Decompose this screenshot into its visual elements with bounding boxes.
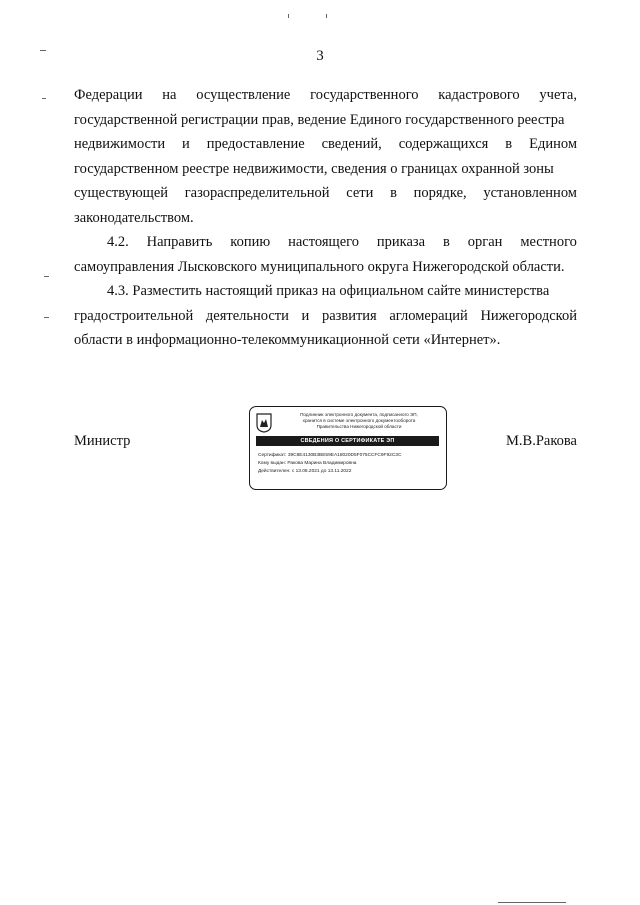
certificate-number: Сертификат: 39C8E4130B3BE59EA18020D5F075CCFC9F92C3C <box>258 453 402 458</box>
word: сведений, <box>321 136 382 152</box>
word: копию <box>230 234 271 250</box>
item-4-3 <box>74 279 577 353</box>
word: сети <box>346 185 374 201</box>
page-number: 3 <box>316 48 324 64</box>
word: 4.3. Разместить настоящий приказ на официальном сайте министерства <box>107 283 550 299</box>
scan-mark <box>326 14 327 18</box>
word: государственного <box>310 87 419 103</box>
word: агломераций <box>389 307 468 324</box>
word: самоуправления Лысковского муниципального округа Нижегородской области. <box>74 258 565 275</box>
word: Едином <box>529 136 577 152</box>
paragraph-continuation <box>74 83 577 230</box>
word: в <box>390 185 397 201</box>
stamp-header <box>276 412 442 430</box>
scan-mark <box>498 902 566 903</box>
stamp-details <box>258 452 401 476</box>
word: осуществление <box>196 87 291 103</box>
document-body <box>74 83 577 353</box>
text-line <box>74 157 577 182</box>
word: области в информационно-телекоммуникационной сети «Интернет». <box>74 332 501 348</box>
word: на <box>162 87 177 103</box>
electronic-signature-stamp <box>249 406 447 490</box>
text-line <box>74 230 577 255</box>
text-line <box>74 181 577 206</box>
scan-mark <box>44 276 49 277</box>
text-line <box>74 206 577 231</box>
word: деятельности <box>205 307 289 324</box>
word: орган <box>467 234 503 250</box>
text-line <box>74 304 577 329</box>
word: развития <box>321 307 377 324</box>
word: содержащихся <box>398 136 489 152</box>
word: предоставление <box>206 136 305 152</box>
word: 4.2. <box>107 234 129 250</box>
scan-mark <box>40 50 46 51</box>
signatory-name: М.В.Ракова <box>506 433 577 449</box>
word: государственной регистрации прав, ведение Единого государственного реестра <box>74 111 565 128</box>
word: и <box>301 307 310 324</box>
word: учета, <box>539 87 577 103</box>
item-4-2 <box>74 230 577 279</box>
certificate-validity: Действителен: с 13.08.2021 до 13.11.2022 <box>258 469 352 474</box>
word: настоящего <box>288 234 359 250</box>
word: в <box>505 136 513 152</box>
coat-of-arms-icon <box>256 413 272 433</box>
word: порядке, <box>413 185 467 201</box>
word: Направить <box>146 234 213 250</box>
word: установленном <box>483 185 577 201</box>
scan-mark <box>42 98 46 99</box>
word: существующей <box>74 185 169 201</box>
certificate-owner: Кому выдан: Ракова Марина Владимировна <box>258 461 357 466</box>
signatory-position: Министр <box>74 433 131 449</box>
word: государственном реестре недвижимости, сведения о границах охранной зоны <box>74 160 554 177</box>
text-line <box>74 83 577 108</box>
word: Нижегородской <box>480 307 577 324</box>
word: и <box>182 136 190 152</box>
word: в <box>442 234 450 250</box>
stamp-header-line: Правительства Нижегородской области <box>316 424 402 429</box>
word: газораспределительной <box>184 185 330 201</box>
word: недвижимости <box>74 136 166 152</box>
scan-mark <box>44 317 49 318</box>
text-line <box>74 279 577 304</box>
stamp-banner: СВЕДЕНИЯ О СЕРТИФИКАТЕ ЭП <box>256 436 439 446</box>
text-line <box>74 328 577 353</box>
text-line <box>74 108 577 133</box>
word: местного <box>520 234 577 250</box>
scan-mark <box>288 14 289 18</box>
word: приказа <box>376 234 426 250</box>
word: Федерации <box>74 87 143 103</box>
word: кадастрового <box>438 87 520 103</box>
stamp-header-line: хранится в системе электронного документооборота <box>302 418 416 423</box>
text-line <box>74 255 577 280</box>
word: законодательством. <box>74 209 194 226</box>
stamp-header-line: Подлинник электронного документа, подписанного ЭП, <box>300 412 418 417</box>
word: градостроительной <box>74 307 194 324</box>
text-line <box>74 132 577 157</box>
